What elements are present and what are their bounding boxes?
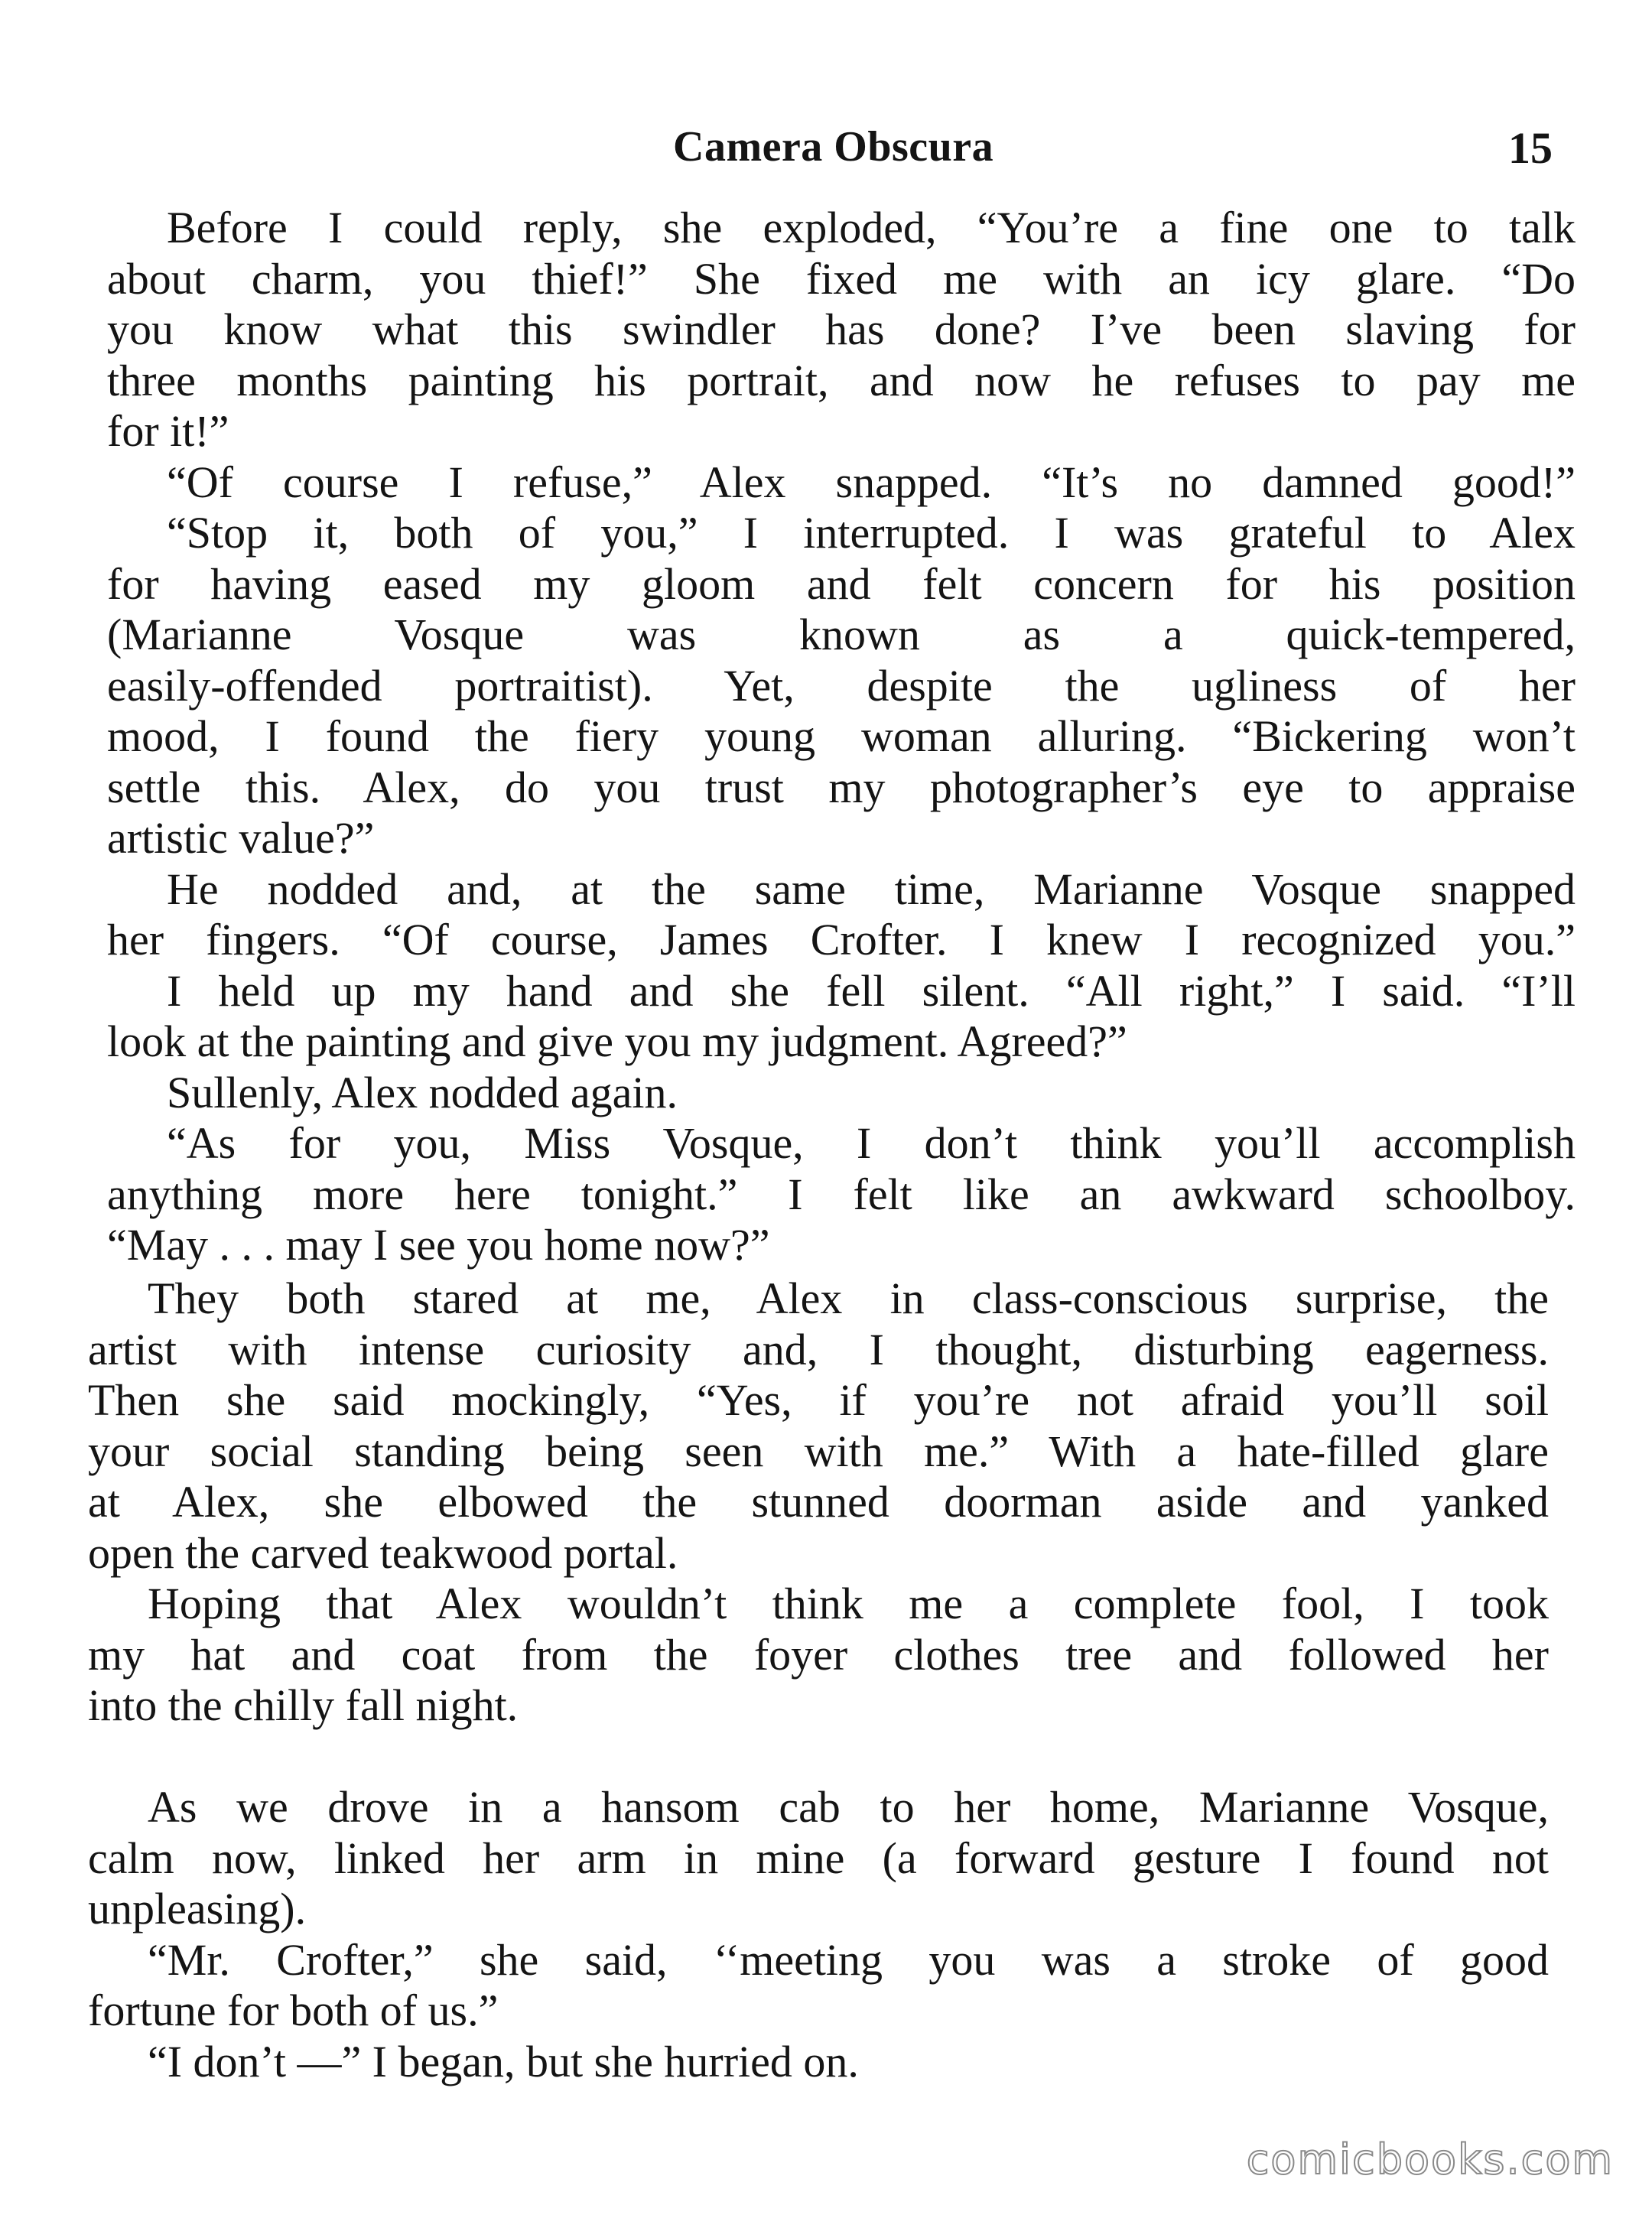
text-line: (Marianne Vosque was known as a quick-tempered, — [107, 610, 1576, 659]
body-text-block-1 — [107, 203, 1576, 1271]
text-line: Hoping that Alex wouldn’t think me a complete fool, I took — [148, 1579, 1549, 1628]
text-line: about charm, you thief!” She fixed me with an icy glare. “Do — [107, 253, 1576, 304]
text-line: anything more here tonight.” I felt like an awkward schoolboy. — [107, 1169, 1576, 1219]
text-line: into the chilly fall night. — [88, 1680, 519, 1730]
text-line: Before I could reply, she exploded, “You’re a fine one to talk — [167, 203, 1576, 252]
text-line: “As for you, Miss Vosque, I don’t think you’ll accomplish — [167, 1118, 1576, 1168]
text-line: her fingers. “Of course, James Crofter. I knew I recognized you.” — [107, 915, 1576, 964]
text-line: easily-offended portraitist). Yet, despite the ugliness of her — [107, 660, 1576, 711]
body-text-block-3 — [88, 1782, 1549, 2087]
text-line: mood, I found the fiery young woman alluring. “Bickering won’t — [107, 711, 1576, 761]
text-line: your social standing being seen with me.” With a hate-filled glare — [88, 1426, 1549, 1476]
text-line: open the carved teakwood portal. — [88, 1527, 678, 1578]
text-line: fortune for both of us.” — [88, 1985, 499, 2035]
text-line: “I don’t —” I began, but she hurried on. — [148, 2036, 859, 2086]
running-title: Camera Obscura — [673, 123, 994, 171]
text-line: artistic value?” — [107, 813, 375, 863]
text-line: artist with intense curiosity and, I thought, disturbing eagerness. — [88, 1324, 1549, 1374]
text-line: three months painting his portrait, and now he refuses to pay me — [107, 355, 1576, 405]
text-line: for it!” — [107, 406, 229, 456]
text-line: They both stared at me, Alex in class-conscious surprise, the — [148, 1273, 1549, 1323]
body-text-block-2 — [88, 1273, 1549, 1732]
text-line: look at the painting and give you my judgment. Agreed?” — [107, 1016, 1127, 1066]
text-line: settle this. Alex, do you trust my photographer’s eye to appraise — [107, 762, 1576, 812]
running-header — [673, 122, 1553, 184]
page-number: 15 — [1508, 123, 1553, 173]
text-line: Sullenly, Alex nodded again. — [167, 1067, 678, 1117]
text-line: you know what this swindler has done? I’ve been slaving for — [107, 304, 1576, 354]
text-line: “Of course I refuse,” Alex snapped. “It’s no damned good!” — [167, 457, 1576, 507]
text-line: I held up my hand and she fell silent. “All right,” I said. “I’ll — [167, 965, 1576, 1016]
text-line: “May . . . may I see you home now?” — [107, 1220, 770, 1270]
text-line: “Mr. Crofter,” she said, ‘‘meeting you was a stroke of good — [148, 1934, 1549, 1985]
text-line: for having eased my gloom and felt concern for his position — [107, 558, 1576, 609]
text-line: at Alex, she elbowed the stunned doorman aside and yanked — [88, 1477, 1549, 1527]
watermark-logo: comicbooks.com — [1246, 2135, 1614, 2184]
text-line: He nodded and, at the same time, Marianne Vosque snapped — [167, 863, 1576, 914]
text-line: my hat and coat from the foyer clothes tree and followed her — [88, 1629, 1549, 1680]
text-line: calm now, linked her arm in mine (a forward gesture I found not — [88, 1833, 1549, 1883]
text-line: As we drove in a hansom cab to her home, Marianne Vosque, — [148, 1782, 1549, 1832]
text-line: Then she said mockingly, “Yes, if you’re not afraid you’ll soil — [88, 1375, 1549, 1425]
text-line: unpleasing). — [88, 1884, 307, 1933]
text-line: “Stop it, both of you,” I interrupted. I was grateful to Alex — [167, 508, 1576, 558]
